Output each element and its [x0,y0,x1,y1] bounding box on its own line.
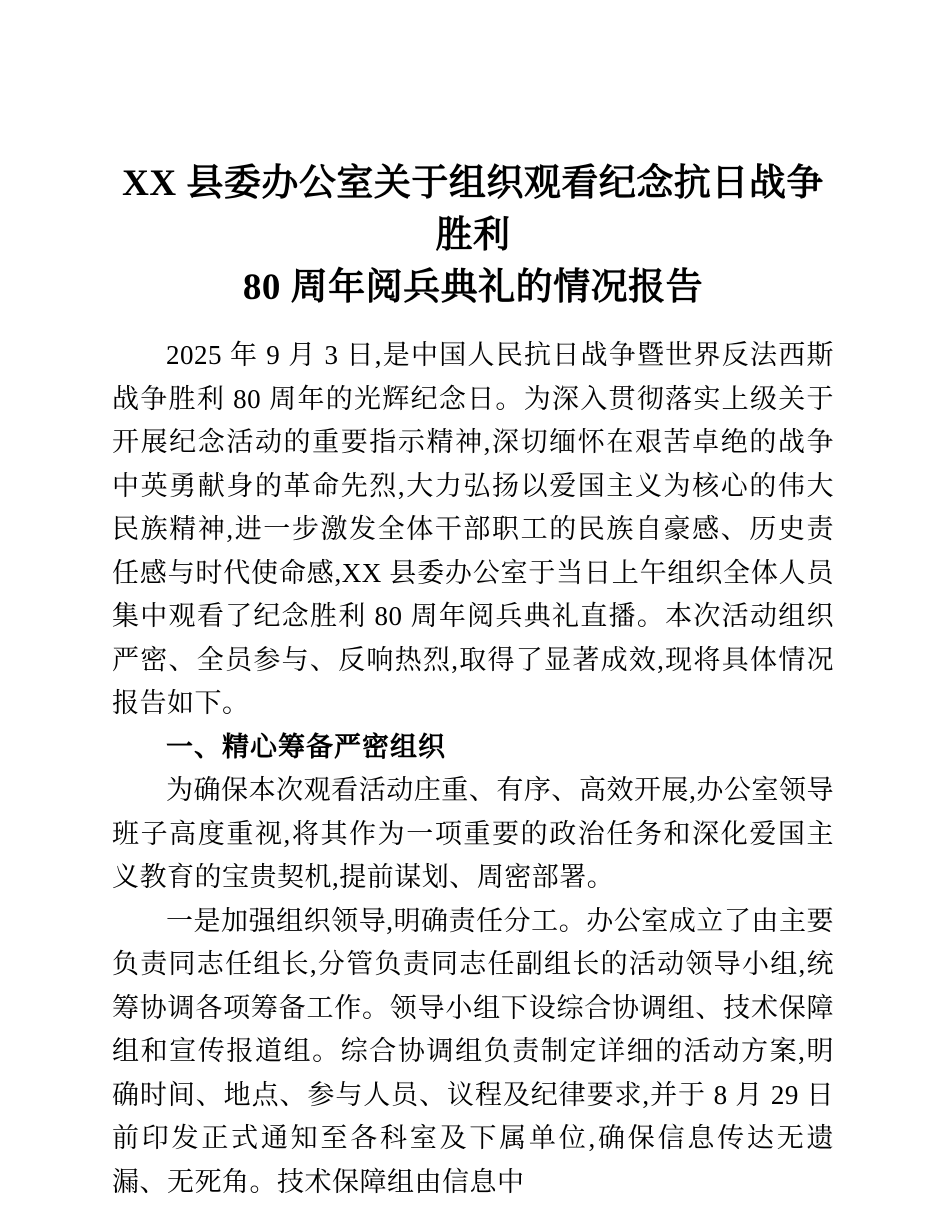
paragraph-section1-1: 为确保本次观看活动庄重、有序、高效开展,办公室领导班子高度重视,将其作为一项重要的政治任务和深化爱国主义教育的宝贵契机,提前谋划、周密部署。 [112,775,834,892]
paragraph-intro: 2025 年 9 月 3 日,是中国人民抗日战争暨世界反法西斯战争胜利 80 周年的光辉纪念日。为深入贯彻落实上级关于开展纪念活动的重要指示精神,深切缅怀在艰苦卓绝的战争中英勇献身的革命先烈,大力弘扬以爱国主义为核心的伟大民族精神,进一步激发全体干部职工的民族自豪感、历史责任感与时代使命感,XX 县委办公室于当日上午组织全体人员集中观看了纪念胜利 80 周年阅兵典礼直播。本次活动组织严密、全员参与、反响热烈,取得了显著成效,现将具体情况报告如下。 [112,340,834,718]
paragraph-section1-2: 一是加强组织领导,明确责任分工。办公室成立了由主要负责同志任组长,分管负责同志任副组长的活动领导小组,统筹协调各项筹备工作。领导小组下设综合协调组、技术保障组和宣传报道组。综合协调组负责制定详细的活动方案,明确时间、地点、参与人员、议程及纪律要求,并于 8 月 29 日前印发正式通知至各科室及下属单位,确保信息传达无遗漏、无死角。技术保障组由信息中 [112,905,834,1197]
report-title [112,158,834,314]
report-title-line2: 80 周年阅兵典礼的情况报告 [242,267,704,308]
section-heading-1: 一、精心筹备严密组织 [166,731,446,762]
report-title-line1: XX 县委办公室关于组织观看纪念抗日战争胜利 [122,163,824,256]
